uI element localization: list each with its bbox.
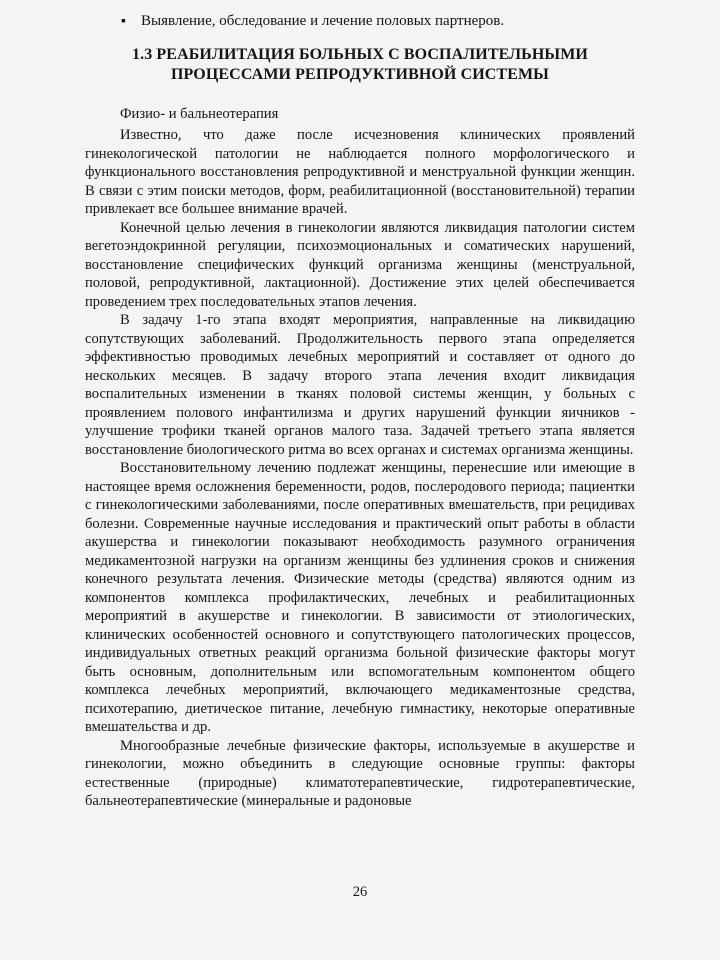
square-bullet-icon: ▪ xyxy=(121,14,126,29)
paragraph-5: Многообразные лечебные физические факторы, используемые в акушерстве и гинекологии, можно объединить в следующие основные группы: факторы естественные (природные) климатотерапевтические, гидротерапевтические, бальнеотерапевтические (минеральные и радоновые xyxy=(85,737,635,809)
paragraph-4: Восстановительному лечению подлежат женщины, перенесшие или имеющие в настоящее время осложнения беременности, родов, послеродового периода; пациентки с гинекологическими заболеваниями, после оперативных вмешательств, при рецидивах болезни. Современные научные исследования и практический опыт работы в области акушерства и гинекологии показывают необходимость разумного ограничения медикаментозной нагрузки на организм женщины без удлинения сроков и снижения конечного результата лечения. Физические методы (средства) являются одним из компонентов комплекса профилактических, лечебных и реабилитационных мероприятий в акушерстве и гинекологии. В зависимости от этиологических, клинических особенностей основного и сопутствующего патологических процессов, индивидуальных ответных реакций организма больной физические факторы могут быть основным, дополнительным или вспомогательным компонентом общего комплекса лечебных мероприятий, включающего медикаментозные средства, психотерапию, диетическое питание, лечебную гимнастику, некоторые оперативные вмешательства и др. xyxy=(85,460,635,735)
subsection-title: Физио- и бальнеотерапия xyxy=(120,106,279,122)
paragraph-1: Известно, что даже после исчезновения клинических проявлений гинекологической патологии не наблюдается полного морфологического и функционального восстановления репродуктивной и менструальной функции женщин. В связи с этим поиски методов, форм, реабилитационной (восстановительной) терапии привлекает все большее внимание врачей. xyxy=(85,127,635,217)
page-number: 26 xyxy=(352,884,368,900)
section-heading xyxy=(85,45,635,85)
paragraph-2: Конечной целью лечения в гинекологии являются ликвидация патологии систем вегетоэндокринной регуляции, психоэмоциональных и соматических нарушений, восстановление специфических функций организма женщины (менструальной, половой, репродуктивной, лактационной). Достижение этих целей обеспечивается проведением трех последовательных этапов лечения. xyxy=(85,219,635,310)
section-heading-line-1: 1.3 РЕАБИЛИТАЦИЯ БОЛЬНЫХ С ВОСПАЛИТЕЛЬНЫМИ xyxy=(132,46,588,63)
top-bullet-text: Выявление, обследование и лечение половых партнеров. xyxy=(141,13,505,29)
section-heading-line-2: ПРОЦЕССАМИ РЕПРОДУКТИВНОЙ СИСТЕМЫ xyxy=(170,66,549,83)
top-bullet-item xyxy=(85,12,635,31)
paragraph-3: В задачу 1-го этапа входят мероприятия, направленные на ликвидацию сопутствующих заболеваний. Продолжительность первого этапа определяется эффективностью проводимых лечебных мероприятий и составляет от одного до нескольких месяцев. В задачу второго этапа лечения входит ликвидация воспалительных изменении в тканях половой системы женщин, у больных с проявлением полового инфантилизма и других нарушений функции яичников - улучшение трофики тканей органов малого таза. Задачей третьего этапа является восстановление биологического ритма во всех органах и системах организма женщины. xyxy=(85,312,635,458)
